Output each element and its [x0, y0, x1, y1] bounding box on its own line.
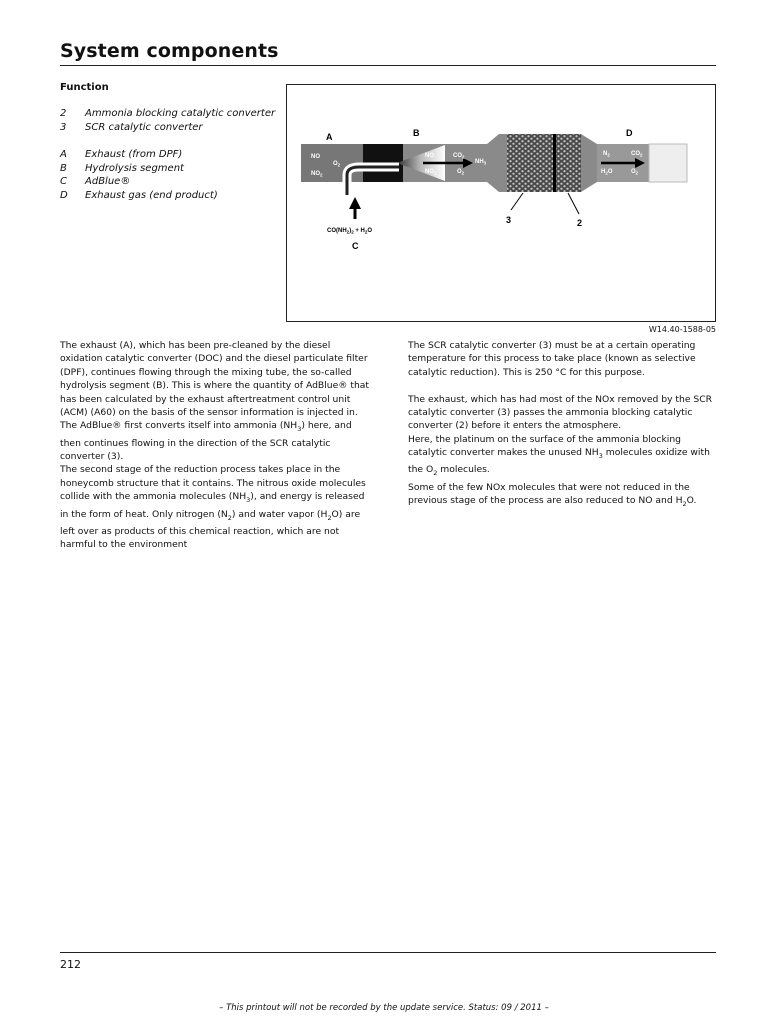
legend-key: D	[60, 190, 68, 201]
paragraph: The AdBlue® first converts itself into ammonia $(NH_3)$ here, and then continues flowing in the direction of the SCR catalytic converter (3).	[60, 420, 352, 463]
label-b: B	[413, 128, 420, 138]
gas-d-h2o: $H_2O$	[601, 169, 613, 176]
paragraph: The exhaust (A), which has been pre-cleaned by the diesel oxidation catalytic converter (DOC) and the diesel particulate filter (DPF), continues flowing through the mixing tube, the so-called hydrolysis segment (B). This is where the quantity of AdBlue® that has been calculated by the exhaust aftertreatment control unit (ACM) (A60) on the basis of the sensor information is injected in.	[60, 340, 369, 419]
page-title: System components	[60, 40, 279, 62]
footer-note: – This printout will not be recorded by the update service. Status: 09 / 2011 –	[219, 1003, 549, 1013]
gas-b-no: NO	[425, 153, 434, 159]
legend-item	[60, 163, 184, 174]
legend-key: C	[60, 176, 67, 187]
legend-item	[60, 122, 203, 133]
paragraph: Here, the platinum on the surface of the ammonia blocking catalytic converter makes the unused $NH_3$ molecules oxidize with the $O_2$ molecules.	[408, 433, 710, 478]
legend-label: AdBlue®	[85, 176, 131, 187]
gas-b-o2: $O_2$	[457, 169, 465, 176]
leader-line-2	[568, 193, 579, 214]
paragraph: The SCR catalytic converter (3) must be at a certain operating temperature for this process to take place (known as selective catalytic reduction). This is 250 °C for this purpose.	[408, 340, 696, 378]
label-c: C	[352, 241, 359, 251]
gas-a-o2: $O_2$	[333, 161, 341, 168]
gas-b-no2: $NO_2$	[425, 169, 437, 176]
legend-key: 3	[60, 122, 67, 133]
ammonia-blocking-catalyst-divider	[553, 134, 556, 192]
right-text-column	[408, 339, 718, 511]
legend-item	[60, 176, 130, 187]
adblue-formula: $CO(NH_2)_2 + H_2O$	[327, 228, 373, 235]
left-text-column	[60, 339, 370, 552]
legend-label: Ammonia blocking catalytic converter	[85, 108, 276, 119]
leader-line-3	[511, 193, 523, 210]
gas-a-no: NO	[311, 154, 320, 160]
paragraph: The exhaust, which has had most of the NOx removed by the SCR catalytic converter (3) passes the ammonia blocking catalytic converter (2) before it enters the atmosphere.	[408, 393, 713, 432]
paragraph: Some of the few NOx molecules that were not reduced in the previous stage of the process are also reduced to NO and $H_2O$.	[408, 481, 697, 508]
legend-item	[60, 190, 218, 201]
top-divider	[60, 65, 716, 66]
gas-d-co2: $CO_2$	[631, 151, 643, 158]
legend-label: Exhaust (from DPF)	[85, 149, 183, 160]
scr-diagram	[287, 85, 715, 321]
bottom-divider	[60, 952, 716, 953]
gas-d-o2: $O_2$	[631, 169, 639, 176]
paragraph: The second stage of the reduction process takes place in the honeycomb structure that it contains. The nitrous oxide molecules collide with the ammonia molecules $(NH_3)$, and energy is released in the form of heat. Only nitrogen $(N_2)$ and water vapor $(H_2O)$ are left over as products of this chemical reaction, which are not harmful to the environment	[60, 464, 366, 551]
legend-item	[60, 108, 275, 119]
label-3: 3	[506, 215, 512, 225]
gas-d-n2: $N_2$	[603, 151, 610, 158]
legend-label: Exhaust gas (end product)	[85, 190, 218, 201]
figure-code: W14.40-1588-05	[648, 325, 716, 334]
page-number: 212	[60, 958, 81, 971]
outlet-pipe-end	[649, 144, 687, 182]
legend-key: 2	[60, 108, 67, 119]
gas-b-nh3: $NH_3$	[475, 159, 487, 166]
legend-label: Hydrolysis segment	[85, 163, 184, 174]
label-d: D	[626, 128, 633, 138]
gas-b-co2: $CO_2$	[453, 153, 465, 160]
legend-key: B	[60, 163, 67, 174]
scr-diagram-figure	[286, 84, 716, 322]
legend-label: SCR catalytic converter	[85, 122, 203, 133]
converter-outlet-cone	[581, 134, 597, 192]
converter-inlet-cone	[487, 134, 499, 192]
gas-a-no2: $NO_2$	[311, 171, 323, 178]
label-2: 2	[577, 218, 583, 228]
scr-catalyst-honeycomb	[499, 134, 581, 192]
legend-key: A	[60, 149, 67, 160]
label-a: A	[326, 132, 333, 142]
legend-item	[60, 149, 182, 160]
section-heading: Function	[60, 82, 109, 93]
